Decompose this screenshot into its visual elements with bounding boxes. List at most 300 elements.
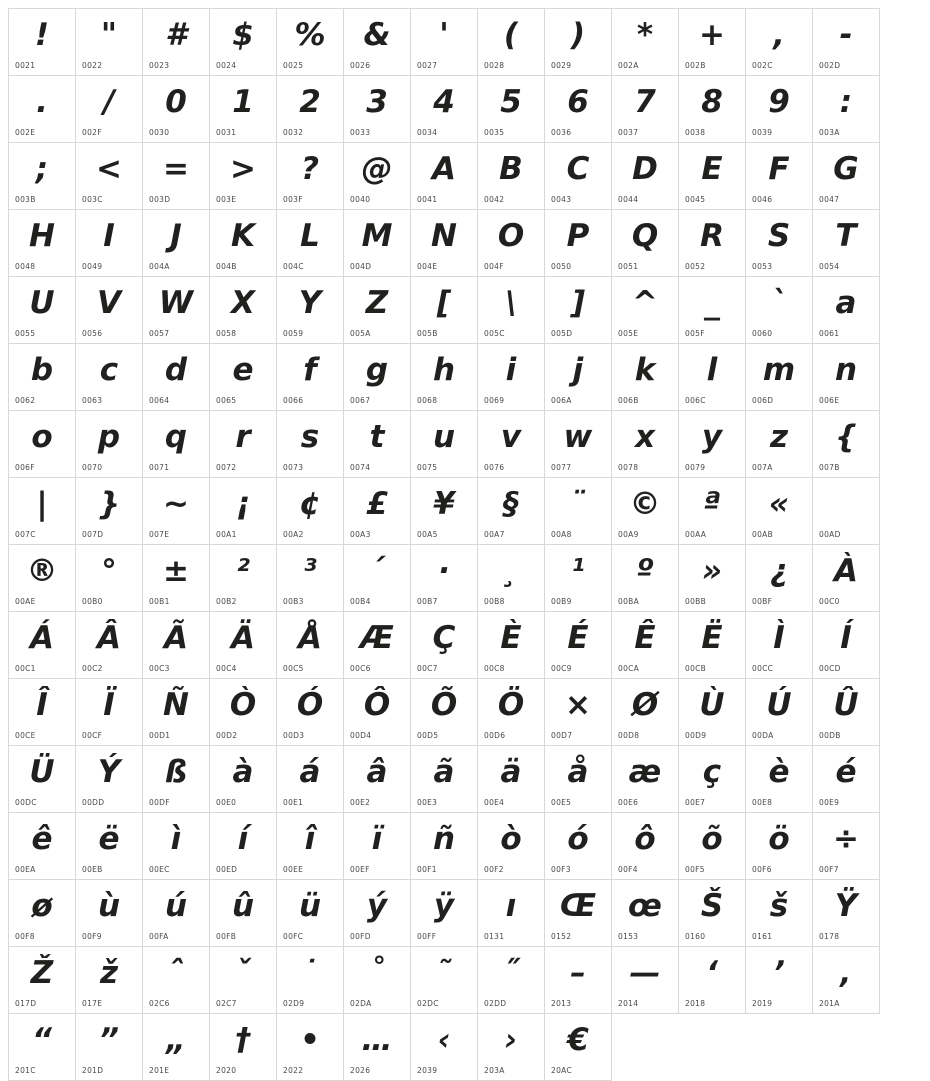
glyph-cell[interactable] — [545, 612, 612, 679]
glyph-codepoint: 2019 — [752, 999, 773, 1008]
glyph-cell[interactable] — [9, 411, 76, 478]
glyph-cell[interactable] — [679, 210, 746, 277]
glyph-cell[interactable] — [746, 612, 813, 679]
glyph-character: Ø — [631, 687, 659, 723]
glyph-cell[interactable] — [545, 143, 612, 210]
glyph-character: É — [567, 620, 589, 656]
glyph-cell[interactable] — [478, 143, 545, 210]
glyph-cell[interactable] — [210, 813, 277, 880]
glyph-character: Z — [365, 285, 389, 321]
glyph-cell[interactable] — [545, 478, 612, 545]
glyph-cell[interactable] — [545, 947, 612, 1014]
glyph-codepoint: 00BF — [752, 597, 773, 606]
glyph-character: I — [103, 218, 115, 254]
glyph-cell[interactable] — [143, 880, 210, 947]
glyph-cell[interactable] — [143, 277, 210, 344]
glyph-character: K — [230, 218, 256, 254]
glyph-cell[interactable] — [411, 76, 478, 143]
glyph-cell[interactable] — [746, 411, 813, 478]
glyph-codepoint: 0056 — [82, 329, 103, 338]
glyph-character: ¥ — [433, 486, 455, 522]
glyph-cell[interactable] — [344, 947, 411, 1014]
glyph-cell[interactable] — [478, 746, 545, 813]
glyph-character: ü — [298, 888, 322, 924]
glyph-cell[interactable] — [478, 880, 545, 947]
glyph-cell[interactable] — [9, 76, 76, 143]
glyph-cell[interactable] — [746, 947, 813, 1014]
glyph-cell[interactable] — [277, 143, 344, 210]
glyph-cell[interactable] — [344, 143, 411, 210]
glyph-cell[interactable] — [679, 344, 746, 411]
glyph-cell[interactable] — [612, 545, 679, 612]
glyph-cell[interactable] — [411, 277, 478, 344]
glyph-cell[interactable] — [813, 545, 880, 612]
glyph-character: – — [570, 955, 586, 991]
glyph-cell[interactable] — [344, 545, 411, 612]
glyph-cell[interactable] — [411, 813, 478, 880]
glyph-cell[interactable] — [813, 813, 880, 880]
glyph-cell[interactable] — [76, 947, 143, 1014]
glyph-cell[interactable] — [679, 746, 746, 813]
glyph-cell[interactable] — [210, 746, 277, 813]
glyph-cell[interactable] — [210, 545, 277, 612]
glyph-cell[interactable] — [210, 76, 277, 143]
glyph-character: å — [567, 754, 589, 790]
glyph-cell[interactable] — [813, 478, 880, 545]
glyph-codepoint: 201E — [149, 1066, 170, 1075]
glyph-cell[interactable] — [411, 545, 478, 612]
glyph-cell[interactable] — [344, 411, 411, 478]
glyph-cell[interactable] — [143, 947, 210, 1014]
glyph-cell[interactable] — [813, 143, 880, 210]
glyph-cell[interactable] — [143, 679, 210, 746]
glyph-codepoint: 2013 — [551, 999, 572, 1008]
glyph-cell[interactable] — [277, 545, 344, 612]
glyph-character: ( — [503, 17, 519, 53]
glyph-cell[interactable] — [478, 344, 545, 411]
glyph-cell[interactable] — [277, 813, 344, 880]
glyph-codepoint: 0067 — [350, 396, 371, 405]
glyph-codepoint: 20AC — [551, 1066, 572, 1075]
glyph-cell[interactable] — [612, 411, 679, 478]
glyph-cell[interactable] — [612, 344, 679, 411]
glyph-cell[interactable] — [746, 880, 813, 947]
glyph-character: ) — [570, 17, 586, 53]
glyph-character: · — [438, 553, 450, 589]
glyph-cell[interactable] — [813, 679, 880, 746]
glyph-cell[interactable] — [143, 76, 210, 143]
glyph-cell[interactable] — [679, 478, 746, 545]
glyph-cell[interactable] — [210, 143, 277, 210]
glyph-cell[interactable] — [143, 1014, 210, 1081]
glyph-codepoint: 00F8 — [15, 932, 35, 941]
glyph-cell[interactable] — [210, 210, 277, 277]
glyph-codepoint: 00DF — [149, 798, 170, 807]
glyph-character: # — [165, 17, 187, 53]
glyph-codepoint: 00C8 — [484, 664, 505, 673]
glyph-cell[interactable] — [679, 545, 746, 612]
glyph-codepoint: 0161 — [752, 932, 773, 941]
glyph-cell[interactable] — [746, 344, 813, 411]
glyph-cell[interactable] — [545, 210, 612, 277]
glyph-cell[interactable] — [210, 9, 277, 76]
glyph-cell[interactable] — [813, 344, 880, 411]
glyph-codepoint: 0040 — [350, 195, 371, 204]
glyph-cell[interactable] — [143, 9, 210, 76]
glyph-character: ‹ — [437, 1022, 451, 1058]
glyph-codepoint: 002D — [819, 61, 841, 70]
glyph-cell[interactable] — [679, 411, 746, 478]
glyph-codepoint: 00F7 — [819, 865, 839, 874]
glyph-codepoint: 007B — [819, 463, 840, 472]
glyph-character: ² — [236, 553, 250, 589]
glyph-cell[interactable] — [9, 947, 76, 1014]
glyph-cell[interactable] — [813, 746, 880, 813]
glyph-cell[interactable] — [679, 76, 746, 143]
glyph-cell[interactable] — [746, 746, 813, 813]
glyph-cell[interactable] — [411, 612, 478, 679]
glyph-cell[interactable] — [277, 210, 344, 277]
glyph-codepoint: 2014 — [618, 999, 639, 1008]
glyph-cell[interactable] — [143, 210, 210, 277]
glyph-character: ê — [31, 821, 53, 857]
glyph-cell[interactable] — [76, 210, 143, 277]
glyph-cell[interactable] — [746, 679, 813, 746]
glyph-cell[interactable] — [411, 1014, 478, 1081]
glyph-character: e — [232, 352, 254, 388]
glyph-cell[interactable] — [478, 813, 545, 880]
glyph-cell[interactable] — [344, 612, 411, 679]
glyph-character: ‚ — [840, 955, 852, 991]
glyph-cell[interactable] — [76, 545, 143, 612]
glyph-cell[interactable] — [143, 612, 210, 679]
glyph-cell[interactable] — [679, 143, 746, 210]
glyph-codepoint: 0131 — [484, 932, 505, 941]
glyph-cell[interactable] — [545, 411, 612, 478]
glyph-character: } — [97, 486, 121, 522]
glyph-cell[interactable] — [746, 143, 813, 210]
glyph-cell[interactable] — [277, 76, 344, 143]
glyph-codepoint: 00A9 — [618, 530, 639, 539]
glyph-cell[interactable] — [679, 9, 746, 76]
glyph-cell[interactable] — [9, 746, 76, 813]
glyph-codepoint: 00F4 — [618, 865, 638, 874]
glyph-cell[interactable] — [746, 813, 813, 880]
glyph-cell[interactable] — [813, 277, 880, 344]
glyph-cell[interactable] — [411, 210, 478, 277]
glyph-cell[interactable] — [478, 612, 545, 679]
glyph-cell[interactable] — [478, 947, 545, 1014]
glyph-cell[interactable] — [277, 612, 344, 679]
glyph-cell[interactable] — [76, 612, 143, 679]
glyph-cell[interactable] — [344, 210, 411, 277]
glyph-cell[interactable] — [813, 9, 880, 76]
glyph-cell[interactable] — [143, 813, 210, 880]
glyph-codepoint: 0069 — [484, 396, 505, 405]
glyph-codepoint: 0063 — [82, 396, 103, 405]
glyph-codepoint: 002B — [685, 61, 706, 70]
glyph-cell[interactable] — [679, 947, 746, 1014]
glyph-character: ~ — [163, 486, 189, 522]
glyph-cell[interactable] — [76, 746, 143, 813]
glyph-cell[interactable] — [210, 679, 277, 746]
glyph-cell[interactable] — [143, 143, 210, 210]
glyph-cell[interactable] — [746, 76, 813, 143]
glyph-character: Ù — [699, 687, 725, 723]
glyph-cell[interactable] — [411, 746, 478, 813]
glyph-cell[interactable] — [612, 76, 679, 143]
glyph-character: º — [636, 553, 654, 589]
glyph-codepoint: 0041 — [417, 195, 438, 204]
glyph-cell[interactable] — [344, 9, 411, 76]
glyph-codepoint: 2022 — [283, 1066, 304, 1075]
glyph-character: — — [629, 955, 661, 991]
glyph-codepoint: 02D9 — [283, 999, 305, 1008]
glyph-cell[interactable] — [679, 612, 746, 679]
glyph-cell[interactable] — [9, 344, 76, 411]
glyph-cell[interactable] — [344, 344, 411, 411]
glyph-character: 8 — [701, 84, 723, 120]
glyph-cell[interactable] — [545, 277, 612, 344]
glyph-codepoint: 00D9 — [685, 731, 707, 740]
glyph-cell[interactable] — [277, 277, 344, 344]
glyph-cell[interactable] — [411, 947, 478, 1014]
glyph-codepoint: 003F — [283, 195, 303, 204]
glyph-codepoint: 0066 — [283, 396, 304, 405]
glyph-cell[interactable] — [9, 9, 76, 76]
glyph-cell[interactable] — [210, 1014, 277, 1081]
glyph-cell[interactable] — [478, 411, 545, 478]
glyph-cell[interactable] — [76, 344, 143, 411]
glyph-cell[interactable] — [612, 612, 679, 679]
glyph-character: - — [839, 17, 853, 53]
glyph-cell[interactable] — [545, 679, 612, 746]
glyph-cell[interactable] — [478, 679, 545, 746]
glyph-codepoint: 00CD — [819, 664, 841, 673]
glyph-cell[interactable] — [9, 545, 76, 612]
glyph-cell[interactable] — [746, 9, 813, 76]
glyph-cell[interactable] — [210, 612, 277, 679]
glyph-cell[interactable] — [545, 76, 612, 143]
glyph-cell[interactable] — [813, 947, 880, 1014]
glyph-cell[interactable] — [76, 411, 143, 478]
glyph-codepoint: 00AE — [15, 597, 36, 606]
glyph-cell[interactable] — [9, 478, 76, 545]
glyph-character: œ — [628, 888, 662, 924]
glyph-codepoint: 002A — [618, 61, 639, 70]
glyph-cell[interactable] — [478, 76, 545, 143]
glyph-cell[interactable] — [143, 411, 210, 478]
glyph-character: Ï — [103, 687, 115, 723]
glyph-character: { — [834, 419, 858, 455]
glyph-cell[interactable] — [76, 9, 143, 76]
glyph-codepoint: 00DD — [82, 798, 105, 807]
glyph-character: » — [701, 553, 723, 589]
glyph-cell[interactable] — [210, 947, 277, 1014]
glyph-cell[interactable] — [411, 880, 478, 947]
glyph-cell[interactable] — [612, 210, 679, 277]
glyph-character: H — [29, 218, 55, 254]
glyph-cell[interactable] — [277, 1014, 344, 1081]
glyph-cell[interactable] — [612, 880, 679, 947]
glyph-cell[interactable] — [545, 545, 612, 612]
glyph-cell[interactable] — [746, 210, 813, 277]
glyph-character: ? — [301, 151, 319, 187]
glyph-cell[interactable] — [143, 746, 210, 813]
glyph-cell[interactable] — [545, 344, 612, 411]
glyph-cell[interactable] — [76, 277, 143, 344]
glyph-cell[interactable] — [344, 76, 411, 143]
glyph-cell[interactable] — [210, 880, 277, 947]
glyph-cell[interactable] — [478, 545, 545, 612]
glyph-cell[interactable] — [76, 679, 143, 746]
glyph-cell[interactable] — [344, 880, 411, 947]
glyph-cell[interactable] — [813, 76, 880, 143]
glyph-codepoint: 002F — [82, 128, 102, 137]
glyph-cell[interactable] — [612, 143, 679, 210]
glyph-cell[interactable] — [813, 880, 880, 947]
glyph-codepoint: 0044 — [618, 195, 639, 204]
glyph-character: ÿ — [433, 888, 455, 924]
glyph-character: Õ — [430, 687, 458, 723]
glyph-cell[interactable] — [612, 478, 679, 545]
glyph-character: Ó — [296, 687, 324, 723]
glyph-cell[interactable] — [76, 813, 143, 880]
glyph-cell[interactable] — [344, 813, 411, 880]
glyph-codepoint: 0078 — [618, 463, 639, 472]
glyph-character: Î — [36, 687, 48, 723]
glyph-character: ˇ — [235, 955, 251, 991]
glyph-codepoint: 0152 — [551, 932, 572, 941]
glyph-cell[interactable] — [746, 478, 813, 545]
glyph-codepoint: 0043 — [551, 195, 572, 204]
glyph-cell[interactable] — [143, 545, 210, 612]
glyph-cell[interactable] — [612, 679, 679, 746]
glyph-codepoint: 002C — [752, 61, 773, 70]
glyph-cell[interactable] — [813, 612, 880, 679]
glyph-cell[interactable] — [9, 210, 76, 277]
glyph-cell[interactable] — [612, 947, 679, 1014]
glyph-cell[interactable] — [9, 1014, 76, 1081]
glyph-codepoint: 0029 — [551, 61, 572, 70]
glyph-cell[interactable] — [545, 746, 612, 813]
glyph-cell[interactable] — [344, 277, 411, 344]
glyph-cell[interactable] — [478, 478, 545, 545]
glyph-character: ^ — [632, 285, 658, 321]
glyph-cell[interactable] — [679, 679, 746, 746]
glyph-cell[interactable] — [9, 880, 76, 947]
glyph-cell[interactable] — [9, 277, 76, 344]
glyph-cell[interactable] — [210, 478, 277, 545]
glyph-cell[interactable] — [679, 813, 746, 880]
glyph-cell[interactable] — [545, 1014, 612, 1081]
glyph-codepoint: 00CC — [752, 664, 774, 673]
glyph-cell[interactable] — [76, 143, 143, 210]
glyph-codepoint: 00A3 — [350, 530, 371, 539]
glyph-codepoint: 00C0 — [819, 597, 840, 606]
glyph-character: E — [701, 151, 723, 187]
glyph-character: û — [231, 888, 255, 924]
glyph-cell[interactable] — [210, 344, 277, 411]
glyph-cell[interactable] — [813, 411, 880, 478]
glyph-cell[interactable] — [9, 679, 76, 746]
glyph-cell[interactable] — [76, 880, 143, 947]
glyph-cell[interactable] — [746, 277, 813, 344]
glyph-cell[interactable] — [9, 143, 76, 210]
glyph-cell[interactable] — [746, 545, 813, 612]
glyph-cell[interactable] — [411, 411, 478, 478]
glyph-codepoint: 0060 — [752, 329, 773, 338]
glyph-codepoint: 005F — [685, 329, 705, 338]
glyph-cell[interactable] — [612, 813, 679, 880]
glyph-codepoint: 00EB — [82, 865, 103, 874]
glyph-character: ì — [170, 821, 182, 857]
glyph-cell[interactable] — [411, 478, 478, 545]
glyph-cell[interactable] — [76, 1014, 143, 1081]
glyph-cell[interactable] — [277, 9, 344, 76]
glyph-cell[interactable] — [679, 880, 746, 947]
glyph-cell[interactable] — [277, 478, 344, 545]
glyph-cell[interactable] — [277, 411, 344, 478]
glyph-cell[interactable] — [210, 277, 277, 344]
glyph-cell[interactable] — [411, 9, 478, 76]
glyph-codepoint: 203A — [484, 1066, 505, 1075]
glyph-character: ¹ — [571, 553, 585, 589]
glyph-cell[interactable] — [344, 478, 411, 545]
glyph-cell[interactable] — [478, 1014, 545, 1081]
glyph-cell[interactable] — [76, 478, 143, 545]
glyph-cell[interactable] — [612, 9, 679, 76]
glyph-character: ª — [703, 486, 721, 522]
glyph-cell[interactable] — [411, 143, 478, 210]
glyph-codepoint: 017E — [82, 999, 103, 1008]
glyph-cell[interactable] — [545, 880, 612, 947]
glyph-codepoint: 0055 — [15, 329, 36, 338]
glyph-cell[interactable] — [478, 277, 545, 344]
glyph-cell[interactable] — [411, 679, 478, 746]
glyph-codepoint: 00B3 — [283, 597, 304, 606]
glyph-cell[interactable] — [277, 746, 344, 813]
glyph-cell[interactable] — [411, 344, 478, 411]
glyph-cell[interactable] — [210, 411, 277, 478]
glyph-cell[interactable] — [344, 679, 411, 746]
glyph-cell[interactable] — [277, 344, 344, 411]
glyph-cell[interactable] — [9, 612, 76, 679]
glyph-cell[interactable] — [277, 679, 344, 746]
glyph-cell[interactable] — [344, 746, 411, 813]
glyph-cell[interactable] — [9, 813, 76, 880]
glyph-cell[interactable] — [545, 813, 612, 880]
glyph-cell[interactable] — [143, 478, 210, 545]
glyph-cell[interactable] — [344, 1014, 411, 1081]
glyph-character: ! — [34, 17, 50, 53]
glyph-cell[interactable] — [612, 277, 679, 344]
glyph-cell[interactable] — [813, 210, 880, 277]
glyph-codepoint: 00E4 — [484, 798, 505, 807]
glyph-cell[interactable] — [76, 76, 143, 143]
glyph-cell[interactable] — [545, 9, 612, 76]
glyph-cell[interactable] — [143, 344, 210, 411]
glyph-codepoint: 0052 — [685, 262, 706, 271]
glyph-cell[interactable] — [612, 746, 679, 813]
glyph-cell[interactable] — [478, 210, 545, 277]
glyph-character: È — [500, 620, 522, 656]
glyph-cell[interactable] — [277, 880, 344, 947]
glyph-cell[interactable] — [277, 947, 344, 1014]
glyph-cell[interactable] — [478, 9, 545, 76]
glyph-character: ˙ — [302, 955, 318, 991]
glyph-cell[interactable] — [679, 277, 746, 344]
